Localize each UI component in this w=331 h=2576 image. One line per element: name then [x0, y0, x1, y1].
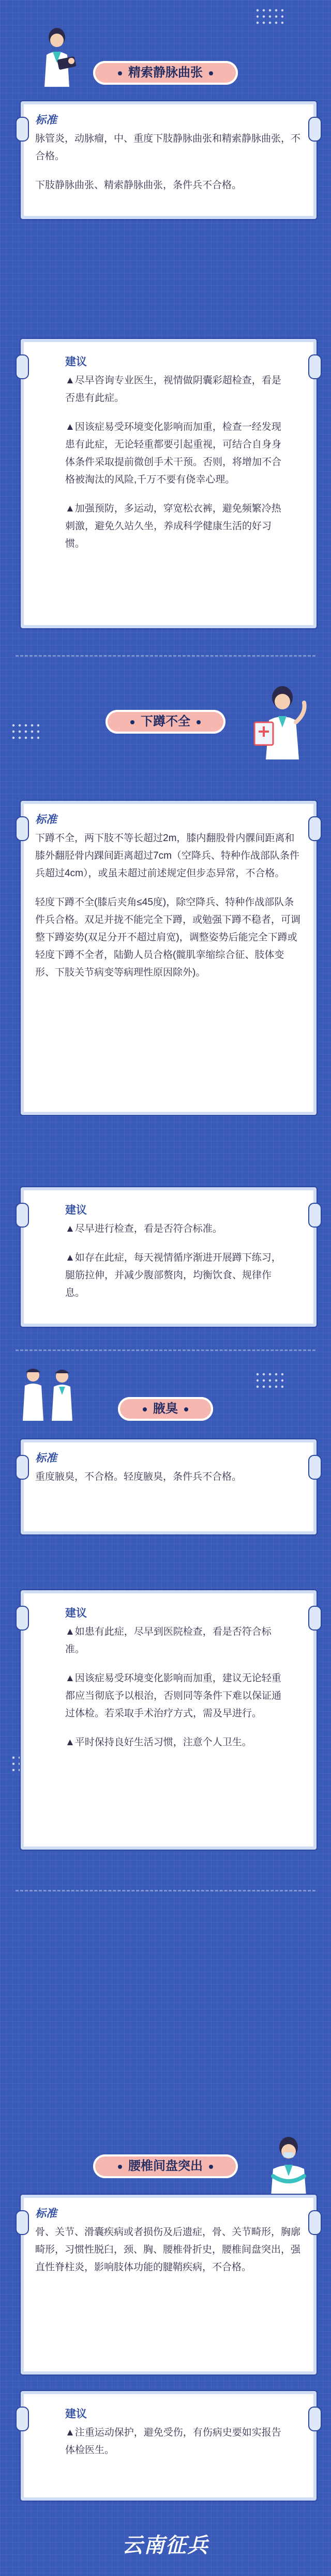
card-clip: [16, 2407, 29, 2431]
bullet-dot: [209, 2165, 213, 2169]
footer-logo: 云南征兵: [122, 2534, 209, 2557]
standard-card: [21, 2195, 317, 2375]
advice-text: ▲注重运动保护，避免受伤，有伤病史要如实报告体检医生。: [65, 2427, 281, 2456]
section-divider: [16, 1890, 315, 1891]
medical-staff-illustration: [14, 1364, 82, 1421]
advice-card: [21, 1590, 317, 1850]
section-title-pill: [93, 61, 238, 85]
card-clip: [308, 1455, 322, 1480]
doctor-illustration: [243, 682, 321, 759]
bullet-dot: [118, 71, 122, 75]
card-clip: [16, 816, 29, 841]
standard-label: 标准: [35, 114, 57, 126]
standard-text: 重度腋臭，不合格。轻度腋臭，条件兵不合格。: [35, 1471, 242, 1482]
decorative-dots: [254, 7, 283, 28]
standard-card: [21, 1439, 317, 1534]
advice-label: 建议: [65, 2408, 87, 2420]
section-title: 腰椎间盘突出: [128, 2159, 203, 2173]
bullet-dot: [143, 1407, 147, 1411]
section-divider: [16, 1349, 315, 1351]
advice-label: 建议: [65, 1204, 87, 1216]
card-clip: [308, 2210, 322, 2235]
section-title: 腋臭: [153, 1402, 178, 1416]
card-clip: [308, 816, 322, 841]
card-clip: [16, 117, 29, 142]
section-title-pill: [118, 1397, 213, 1421]
card-clip: [308, 2407, 322, 2431]
bullet-dot: [197, 720, 201, 724]
advice-text: ▲如患有此症，尽早到医院检查，看是否符合标准。: [65, 1626, 272, 1655]
standard-text: 脉管炎，动脉瘤，中、重度下肢静脉曲张和精索静脉曲张，不合格。: [35, 133, 301, 162]
section-title-pill: [106, 710, 225, 734]
advice-text: ▲因该症易受环境变化影响而加重，建议无论轻重都应当彻底予以根治，否则同等条件下难以保证通过体检。若采取手术治疗方式，需及早进行。: [65, 1673, 282, 1719]
standard-card: [21, 801, 317, 1115]
advice-card: [21, 2391, 317, 2501]
advice-card: [21, 339, 317, 628]
standard-text: 下肢静脉曲张、精索静脉曲张，条件兵不合格。: [35, 180, 242, 191]
advice-text: ▲如存在此症，每天视情循序渐进开展蹲下练习，腿筋拉伸，并减少腹部赘肉，均衡饮食、规律作息。: [65, 1252, 281, 1298]
section-title: 精索静脉曲张: [128, 66, 203, 80]
card-clip: [16, 1606, 29, 1631]
standard-label: 标准: [35, 1452, 57, 1464]
advice-label: 建议: [65, 1607, 87, 1619]
standard-text: 轻度下蹲不全(膝后夹角≤45度)，除空降兵、特种作战部队条件兵合格。双足并拢不能完全下蹲，或勉强下蹲不稳者，可调整下蹲姿势(双足分开不超过肩宽)，调整姿势后能完全下蹲或轻度下蹲不全者，陆勤人员合格(髋肌挛缩综合征、肢体变形、下肢关节病变等病理性原因除外)。: [35, 897, 301, 978]
advice-label: 建议: [65, 356, 87, 368]
section-title-pill: [93, 2154, 238, 2178]
card-clip: [308, 117, 322, 142]
bullet-dot: [209, 71, 213, 75]
bullet-dot: [184, 1407, 188, 1411]
standard-text: 下蹲不全，两下肢不等长超过2m，膝内翻股骨内髁间距离和膝外翻胫骨内踝间距离超过7cm（空降兵、特种作战部队条件兵超过4cm），或虽未超过前述规定但步态异常，不合格。: [35, 833, 299, 879]
card-clip: [308, 354, 322, 379]
card-clip: [308, 1203, 322, 1228]
standard-label: 标准: [35, 2208, 57, 2220]
advice-text: ▲尽早咨询专业医生，视情做阴囊彩超检查，看是否患有此症。: [65, 375, 281, 404]
advice-card: [21, 1187, 317, 1327]
card-clip: [16, 1203, 29, 1228]
standard-text: 骨、关节、滑囊疾病或者损伤及后遗症，骨、关节畸形，胸廓畸形，习惯性脱臼，颈、胸、腰椎骨折史，腰椎间盘突出，强直性脊柱炎，影响肢体功能的腱鞘疾病，不合格。: [35, 2227, 301, 2273]
bullet-dot: [130, 720, 134, 724]
card-clip: [16, 354, 29, 379]
standard-label: 标准: [35, 814, 57, 826]
section-divider: [16, 655, 315, 657]
card-clip: [308, 1606, 322, 1631]
card-clip: [16, 2210, 29, 2235]
doctor-illustration: [24, 25, 91, 87]
decorative-dots: [10, 722, 39, 743]
decorative-dots: [254, 1371, 283, 1392]
advice-text: ▲尽早进行检查，看是否符合标准。: [65, 1223, 222, 1234]
card-clip: [16, 1455, 29, 1480]
advice-text: ▲因该症易受环境变化影响而加重，检查一经发现患有此症，无论轻重都要引起重视，可结合自身身体条件采取提前微创手术干预。否则，将增加不合格被淘汰的风险,千万不要有侥幸心理。: [65, 422, 282, 485]
advice-text: ▲平时保持良好生活习惯，注意个人卫生。: [65, 1737, 252, 1748]
bullet-dot: [118, 2165, 122, 2169]
section-title: 下蹲不全: [141, 715, 190, 728]
advice-text: ▲加强预防，多运动，穿宽松衣裤，避免频繁冷热刺激，避免久站久坐，养成科学健康生活的好习惯。: [65, 503, 281, 549]
standard-card: [21, 101, 317, 219]
